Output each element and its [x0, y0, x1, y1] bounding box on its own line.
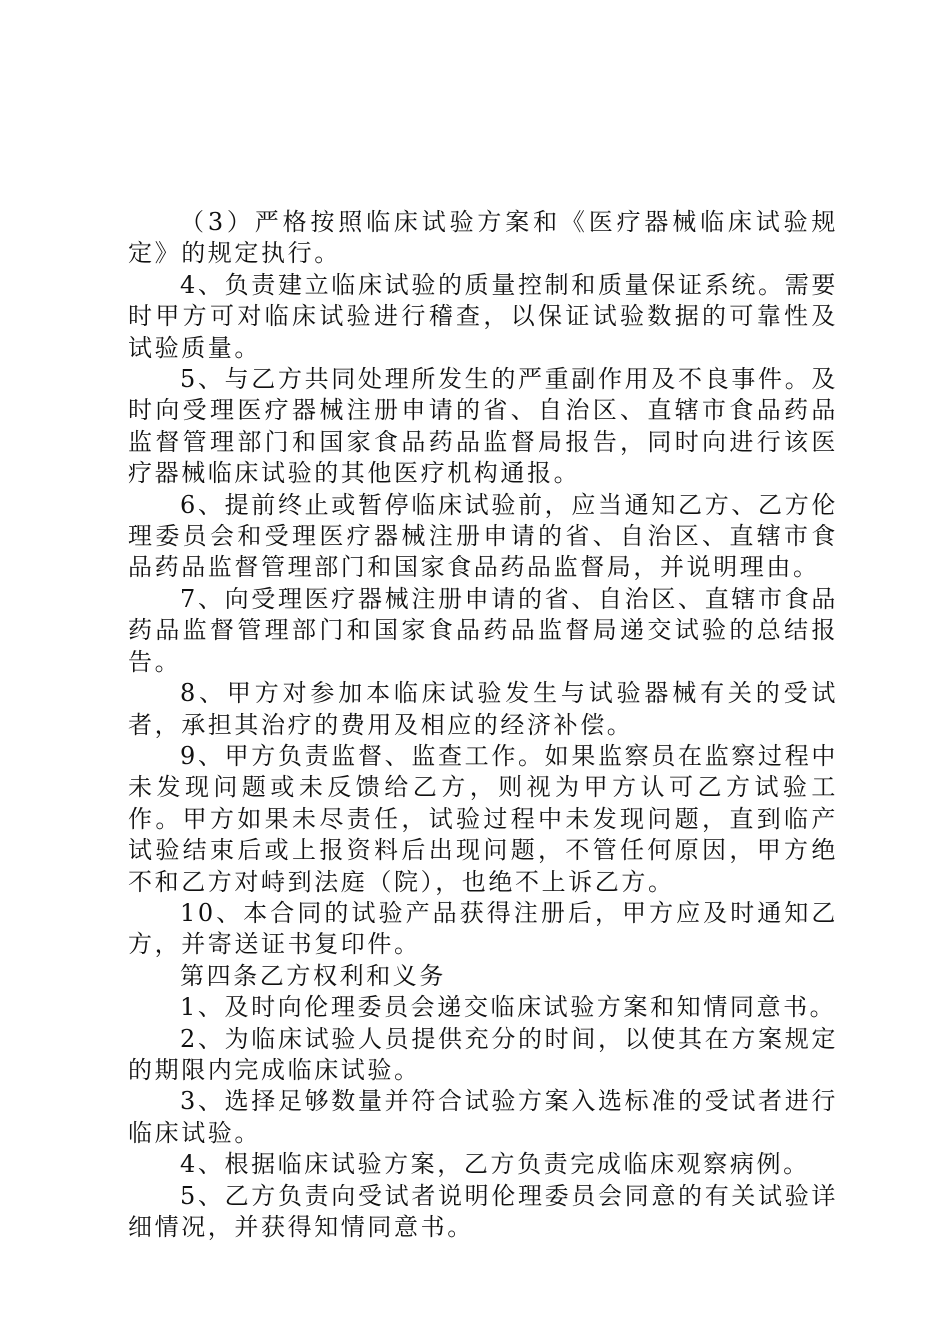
paragraph-item-b1: 1、及时向伦理委员会递交临床试验方案和知情同意书。: [180, 993, 837, 1022]
section-heading-article-4: 第四条乙方权利和义务: [180, 961, 446, 990]
paragraph-item-b3: 3、选择足够数量并符合试验方案入选标准的受试者进行临床试验。: [128, 1087, 838, 1147]
paragraph-item-7: 7、向受理医疗器械注册申请的省、自治区、直辖市食品药品监督管理部门和国家食品药品监督局递交试验的总结报告。: [128, 584, 838, 676]
paragraph-item-b2: 2、为临床试验人员提供充分的时间，以使其在方案规定的期限内完成临床试验。: [128, 1024, 838, 1084]
paragraph-item-10: 10、本合同的试验产品获得注册后，甲方应及时通知乙方，并寄送证书复印件。: [128, 898, 838, 959]
paragraph-item-8: 8、甲方对参加本临床试验发生与试验器械有关的受试者，承担其治疗的费用及相应的经济补偿。: [128, 679, 838, 739]
paragraph-item-5: 5、与乙方共同处理所发生的严重副作用及不良事件。及时向受理医疗器械注册申请的省、自治区、直辖市食品药品监督管理部门和国家食品药品监督局报告，同时向进行该医疗器械临床试验的其他医疗机构通报。: [128, 365, 838, 488]
paragraph-item-9: 9、甲方负责监督、监查工作。如果监察员在监察过程中未发现问题或未反馈给乙方，则视为甲方认可乙方试验工作。甲方如果未尽责任，试验过程中未发现问题，直到临产试验结束后或上报资料后出现问题，不管任何原因，甲方绝不和乙方对峙到法庭（院），也绝不上诉乙方。: [128, 741, 838, 896]
paragraph-item-b4: 4、根据临床试验方案，乙方负责完成临床观察病例。: [180, 1150, 810, 1179]
paragraph-item-4: 4、负责建立临床试验的质量控制和质量保证系统。需要时甲方可对临床试验进行稽查，以保证试验数据的可靠性及试验质量。: [128, 270, 838, 362]
paragraph-item-3: （3）严格按照临床试验方案和《医疗器械临床试验规定》的规定执行。: [128, 208, 838, 268]
document-body: [128, 207, 838, 1243]
paragraph-item-b5: 5、乙方负责向受试者说明伦理委员会同意的有关试验详细情况，并获得知情同意书。: [128, 1181, 838, 1241]
paragraph-item-6: 6、提前终止或暂停临床试验前，应当通知乙方、乙方伦理委员会和受理医疗器械注册申请的省、自治区、直辖市食品药品监督管理部门和国家食品药品监督局，并说明理由。: [128, 490, 838, 582]
